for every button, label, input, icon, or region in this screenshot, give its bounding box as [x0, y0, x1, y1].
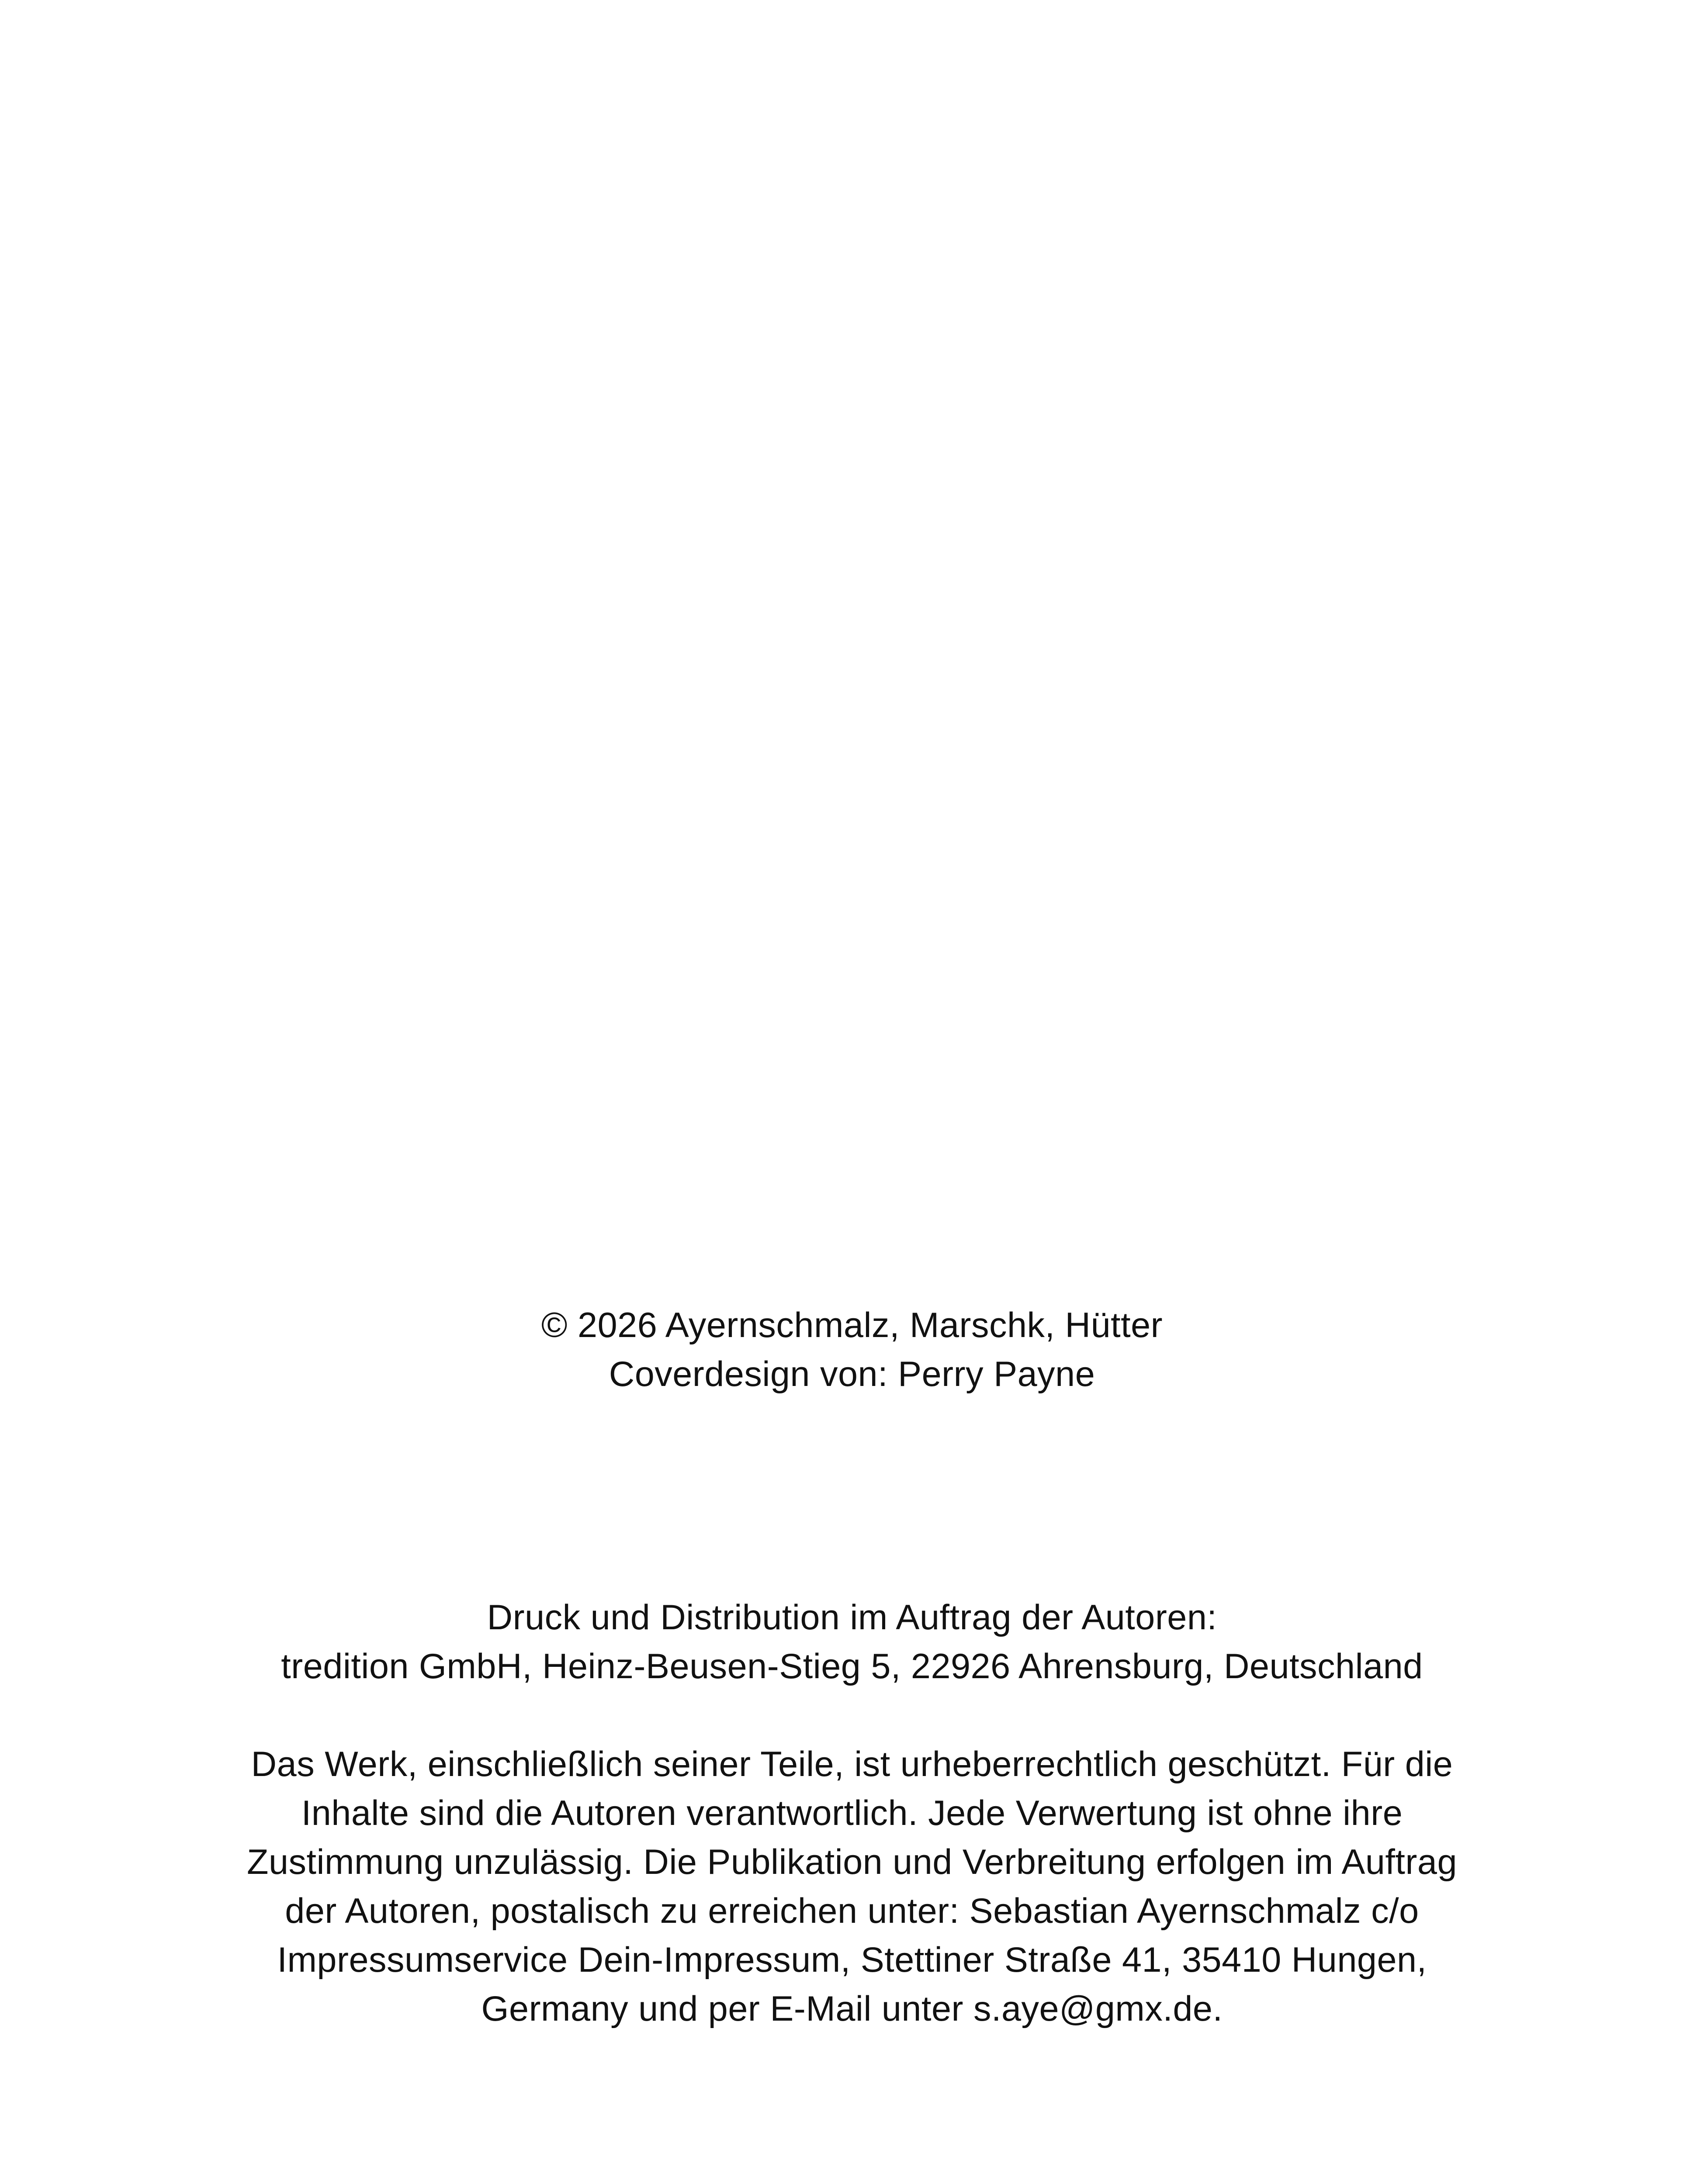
publisher-address: tredition GmbH, Heinz-Beusen-Stieg 5, 22926 Ahrensburg, Deutschland: [281, 1647, 1423, 1686]
copyright-section: [0, 1301, 1704, 1399]
legal-notice-line: der Autoren, postalisch zu erreichen unter: Sebastian Ayernschmalz c/o: [285, 1891, 1419, 1931]
print-distribution-section: [0, 1593, 1704, 1691]
legal-notice-line: Impressumservice Dein-Impressum, Stettiner Straße 41, 35410 Hungen,: [277, 1940, 1427, 1980]
legal-notice-line: Zustimmung unzulässig. Die Publikation und Verbreitung erfolgen im Auftrag: [247, 1842, 1457, 1882]
copyright-line: © 2026 Ayernschmalz, Marschk, Hütter: [541, 1306, 1163, 1345]
legal-notice-section: [0, 1740, 1704, 2033]
print-distribution-heading: Druck und Distribution im Auftrag der Autoren:: [487, 1598, 1217, 1637]
cover-design-line: Coverdesign von: Perry Payne: [609, 1355, 1095, 1394]
legal-notice-line: Germany und per E-Mail unter s.aye@gmx.de.: [481, 1989, 1223, 2028]
legal-notice-line: Das Werk, einschließlich seiner Teile, ist urheberrechtlich geschützt. Für die: [251, 1745, 1453, 1784]
legal-notice-line: Inhalte sind die Autoren verantwortlich. Jede Verwertung ist ohne ihre: [301, 1794, 1403, 1833]
